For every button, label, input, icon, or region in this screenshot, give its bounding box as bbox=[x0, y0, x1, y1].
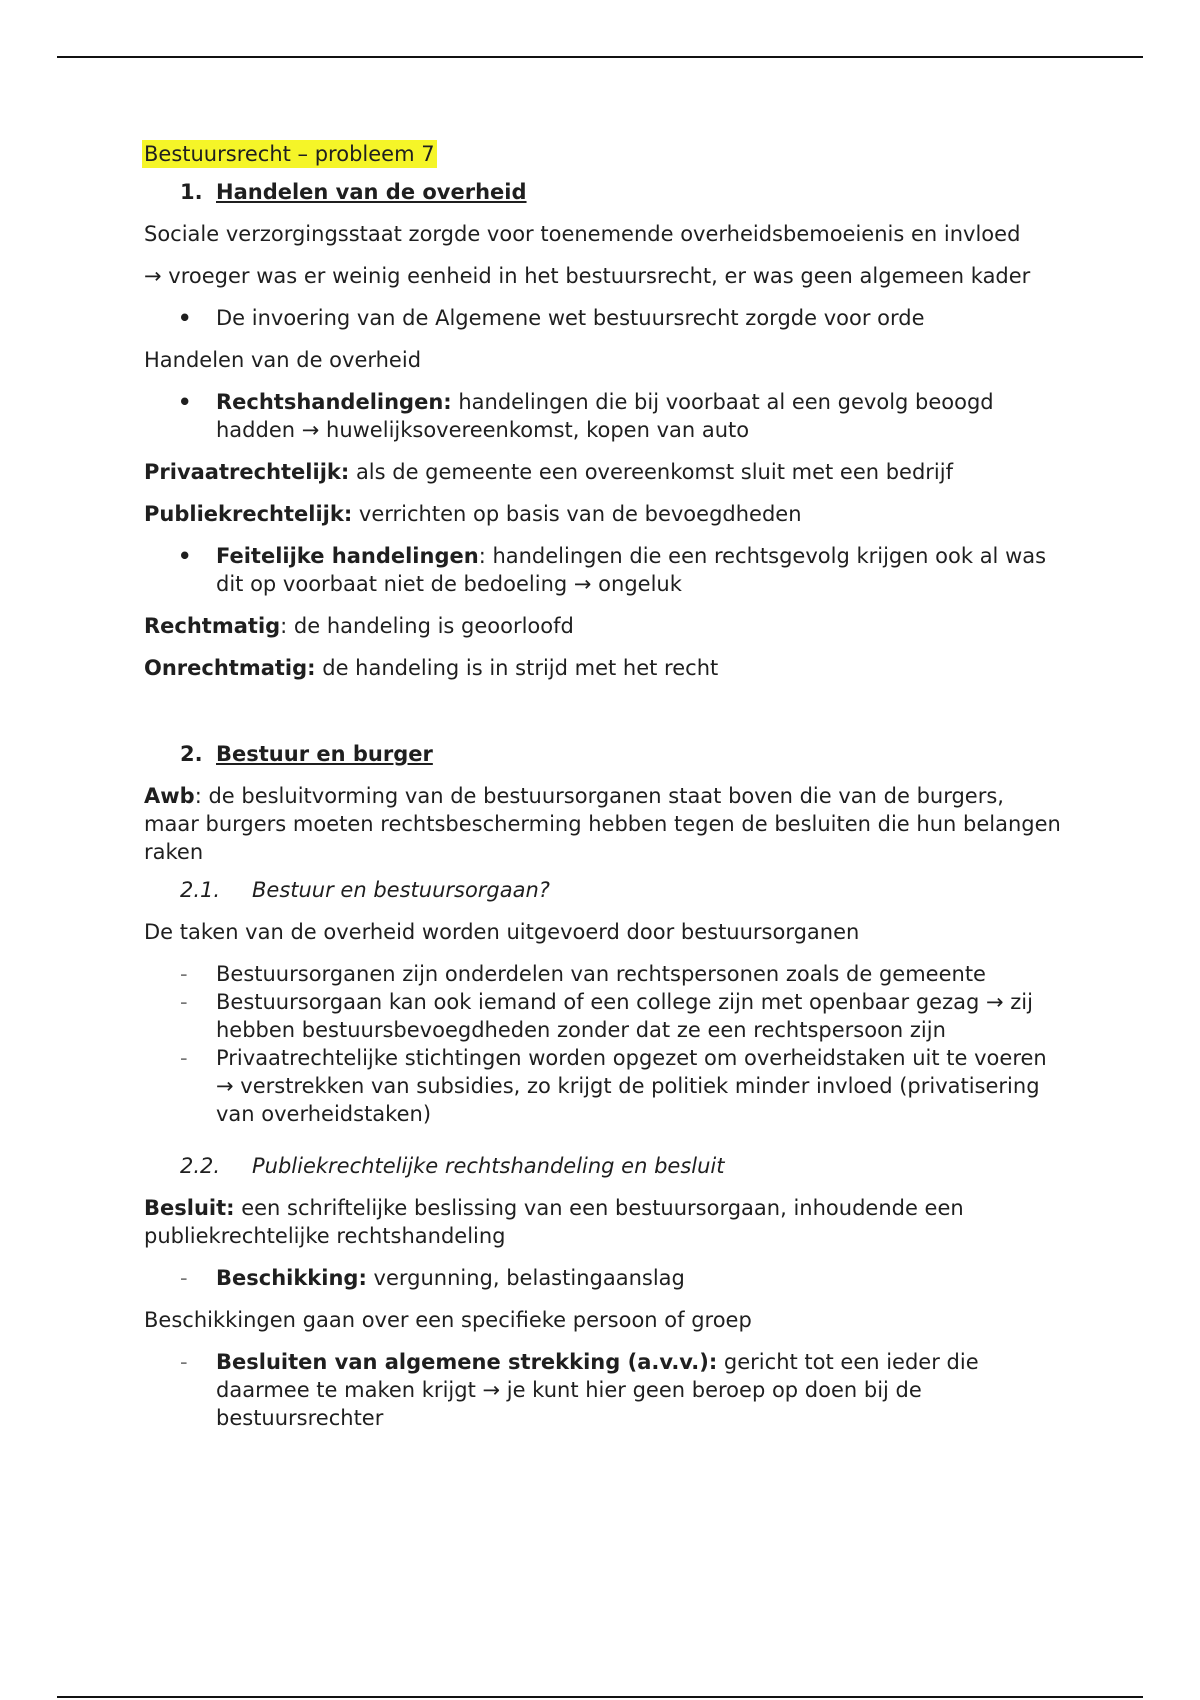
definition: Onrechtmatig: de handeling is in strijd met het recht bbox=[144, 656, 719, 680]
definition: Besluit: een schriftelijke beslissing van een bestuursorgaan, inhoudende een publiekrechtelijke rechtshandeling bbox=[144, 1196, 964, 1248]
dash-list bbox=[144, 1348, 1064, 1432]
paragraph: → vroeger was er weinig eenheid in het bestuursrecht, er was geen algemeen kader bbox=[144, 264, 1031, 288]
bullet-list bbox=[144, 388, 1064, 444]
list-item: - Beschikking: vergunning, belastingaanslag bbox=[216, 1264, 1064, 1292]
list-item: - Bestuursorgaan kan ook iemand of een college zijn met openbaar gezag → zij hebben bestuursbevoegdheden zonder dat ze een rechtspersoon zijn bbox=[216, 988, 1064, 1044]
dash-list bbox=[144, 960, 1064, 1128]
document-body bbox=[144, 140, 1064, 1432]
definition: Awb: de besluitvorming van de bestuursorganen staat boven die van de burgers, maar burgers moeten rechtsbescherming hebben tegen de besluiten die hun belangen raken bbox=[144, 784, 1061, 864]
subsection-2-1-heading: 2.1. Bestuur en bestuursorgaan? bbox=[180, 878, 550, 902]
bullet-list bbox=[144, 304, 1064, 332]
definition: Rechtmatig: de handeling is geoorloofd bbox=[144, 614, 574, 638]
footer-rule bbox=[57, 1696, 1143, 1698]
section-1-heading: 1. Handelen van de overheid bbox=[180, 180, 527, 204]
list-item: • Rechtshandelingen: handelingen die bij voorbaat al een gevolg beoogd hadden → huwelijksovereenkomst, kopen van auto bbox=[216, 388, 1064, 444]
page-title: Bestuursrecht – probleem 7 bbox=[144, 142, 435, 166]
paragraph: Beschikkingen gaan over een specifieke persoon of groep bbox=[144, 1308, 752, 1332]
bullet-list bbox=[144, 542, 1064, 598]
definition: Publiekrechtelijk: verrichten op basis van de bevoegdheden bbox=[144, 502, 802, 526]
dash-list bbox=[144, 1264, 1064, 1292]
section-2-heading: 2. Bestuur en burger bbox=[180, 742, 433, 766]
paragraph: Sociale verzorgingsstaat zorgde voor toenemende overheidsbemoeienis en invloed bbox=[144, 222, 1021, 246]
list-item: • De invoering van de Algemene wet bestuursrecht zorgde voor orde bbox=[216, 304, 1064, 332]
list-item: - Privaatrechtelijke stichtingen worden opgezet om overheidstaken uit te voeren → verstrekken van subsidies, zo krijgt de politiek minder invloed (privatisering van overheidstaken) bbox=[216, 1044, 1064, 1128]
paragraph: Handelen van de overheid bbox=[144, 348, 422, 372]
list-item: - Besluiten van algemene strekking (a.v.v.): gericht tot een ieder die daarmee te maken krijgt → je kunt hier geen beroep op doen bij de bestuursrechter bbox=[216, 1348, 1064, 1432]
subsection-2-2-heading: 2.2. Publiekrechtelijke rechtshandeling en besluit bbox=[180, 1154, 725, 1178]
definition: Privaatrechtelijk: als de gemeente een overeenkomst sluit met een bedrijf bbox=[144, 460, 953, 484]
header-rule bbox=[57, 56, 1143, 58]
list-item: - Bestuursorganen zijn onderdelen van rechtspersonen zoals de gemeente bbox=[216, 960, 1064, 988]
paragraph: De taken van de overheid worden uitgevoerd door bestuursorganen bbox=[144, 920, 860, 944]
list-item: • Feitelijke handelingen: handelingen die een rechtsgevolg krijgen ook al was dit op voorbaat niet de bedoeling → ongeluk bbox=[216, 542, 1064, 598]
